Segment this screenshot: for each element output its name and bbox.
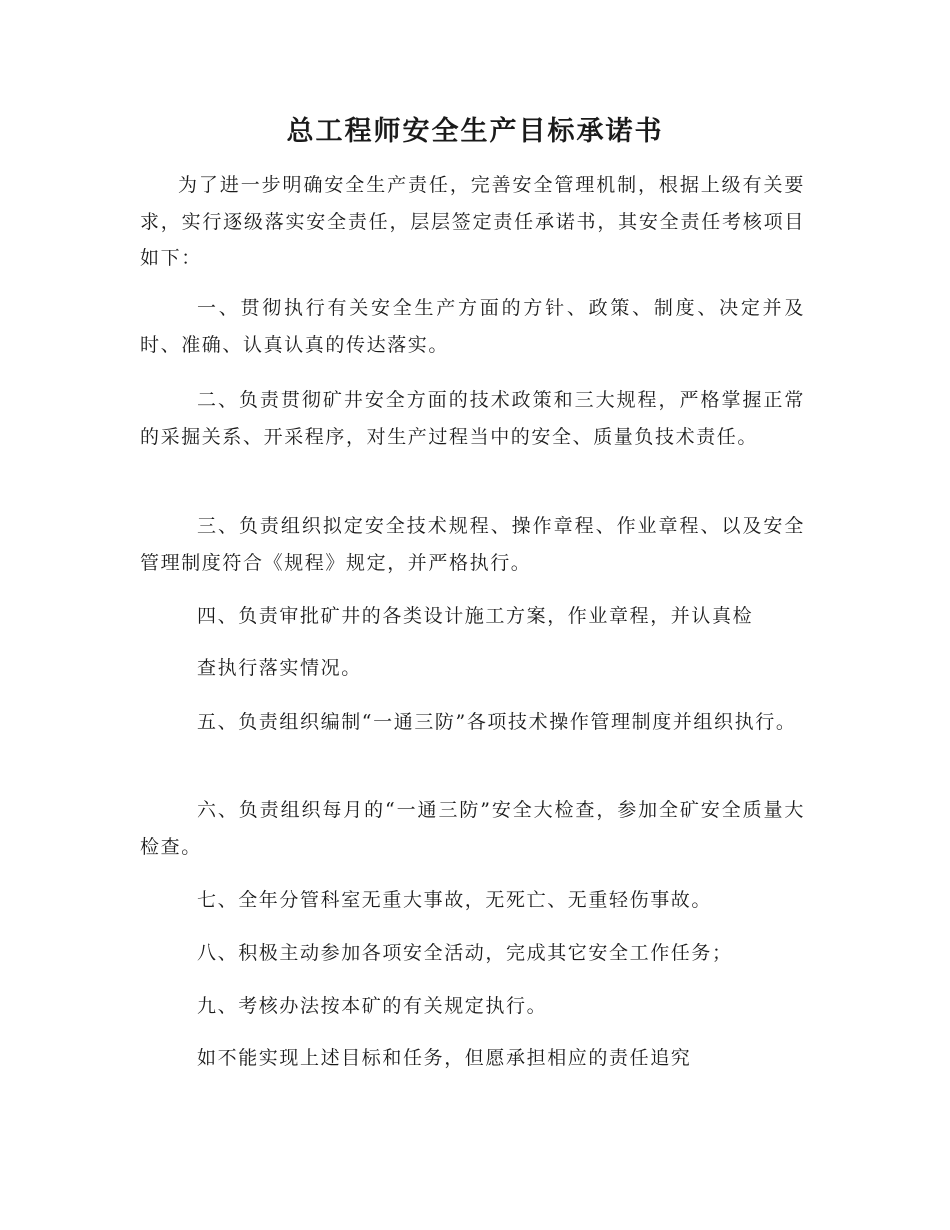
intro-paragraph: 为了进一步明确安全生产责任，完善安全管理机制，根据上级有关要求，实行逐级落实安全责任，层层签定责任承诺书，其安全责任考核项目如下：: [140, 174, 805, 269]
item-2: 二、负责贯彻矿井安全方面的技术政策和三大规程，严格掌握正常的采掘关系、开采程序，对生产过程当中的安全、质量负技术责任。: [140, 389, 805, 448]
item-9: 九、考核办法按本矿的有关规定执行。: [197, 995, 548, 1017]
item-1: 一、贯彻执行有关安全生产方面的方针、政策、制度、决定并及时、准确、认真认真的传达落实。: [140, 297, 805, 356]
item-7: 七、全年分管科室无重大事故，无死亡、无重轻伤事故。: [197, 889, 713, 911]
item-6: 六、负责组织每月的“一通三防”安全大检查，参加全矿安全质量大检查。: [140, 799, 805, 858]
item-8: 八、积极主动参加各项安全活动，完成其它安全工作任务；: [197, 942, 733, 964]
item-4: 四、负责审批矿井的各类设计施工方案，作业章程，并认真检: [197, 605, 754, 627]
item-3: 三、负责组织拟定安全技术规程、操作章程、作业章程、以及安全管理制度符合《规程》规定，并严格执行。: [140, 515, 805, 574]
closing-statement: 如不能实现上述目标和任务，但愿承担相应的责任追究: [197, 1047, 692, 1069]
document-title: 总工程师安全生产目标承诺书: [286, 116, 664, 147]
item-4-continued: 查执行落实情况。: [197, 657, 362, 679]
item-5: 五、负责组织编制“一通三防”各项技术操作管理制度并组织执行。: [197, 711, 797, 733]
